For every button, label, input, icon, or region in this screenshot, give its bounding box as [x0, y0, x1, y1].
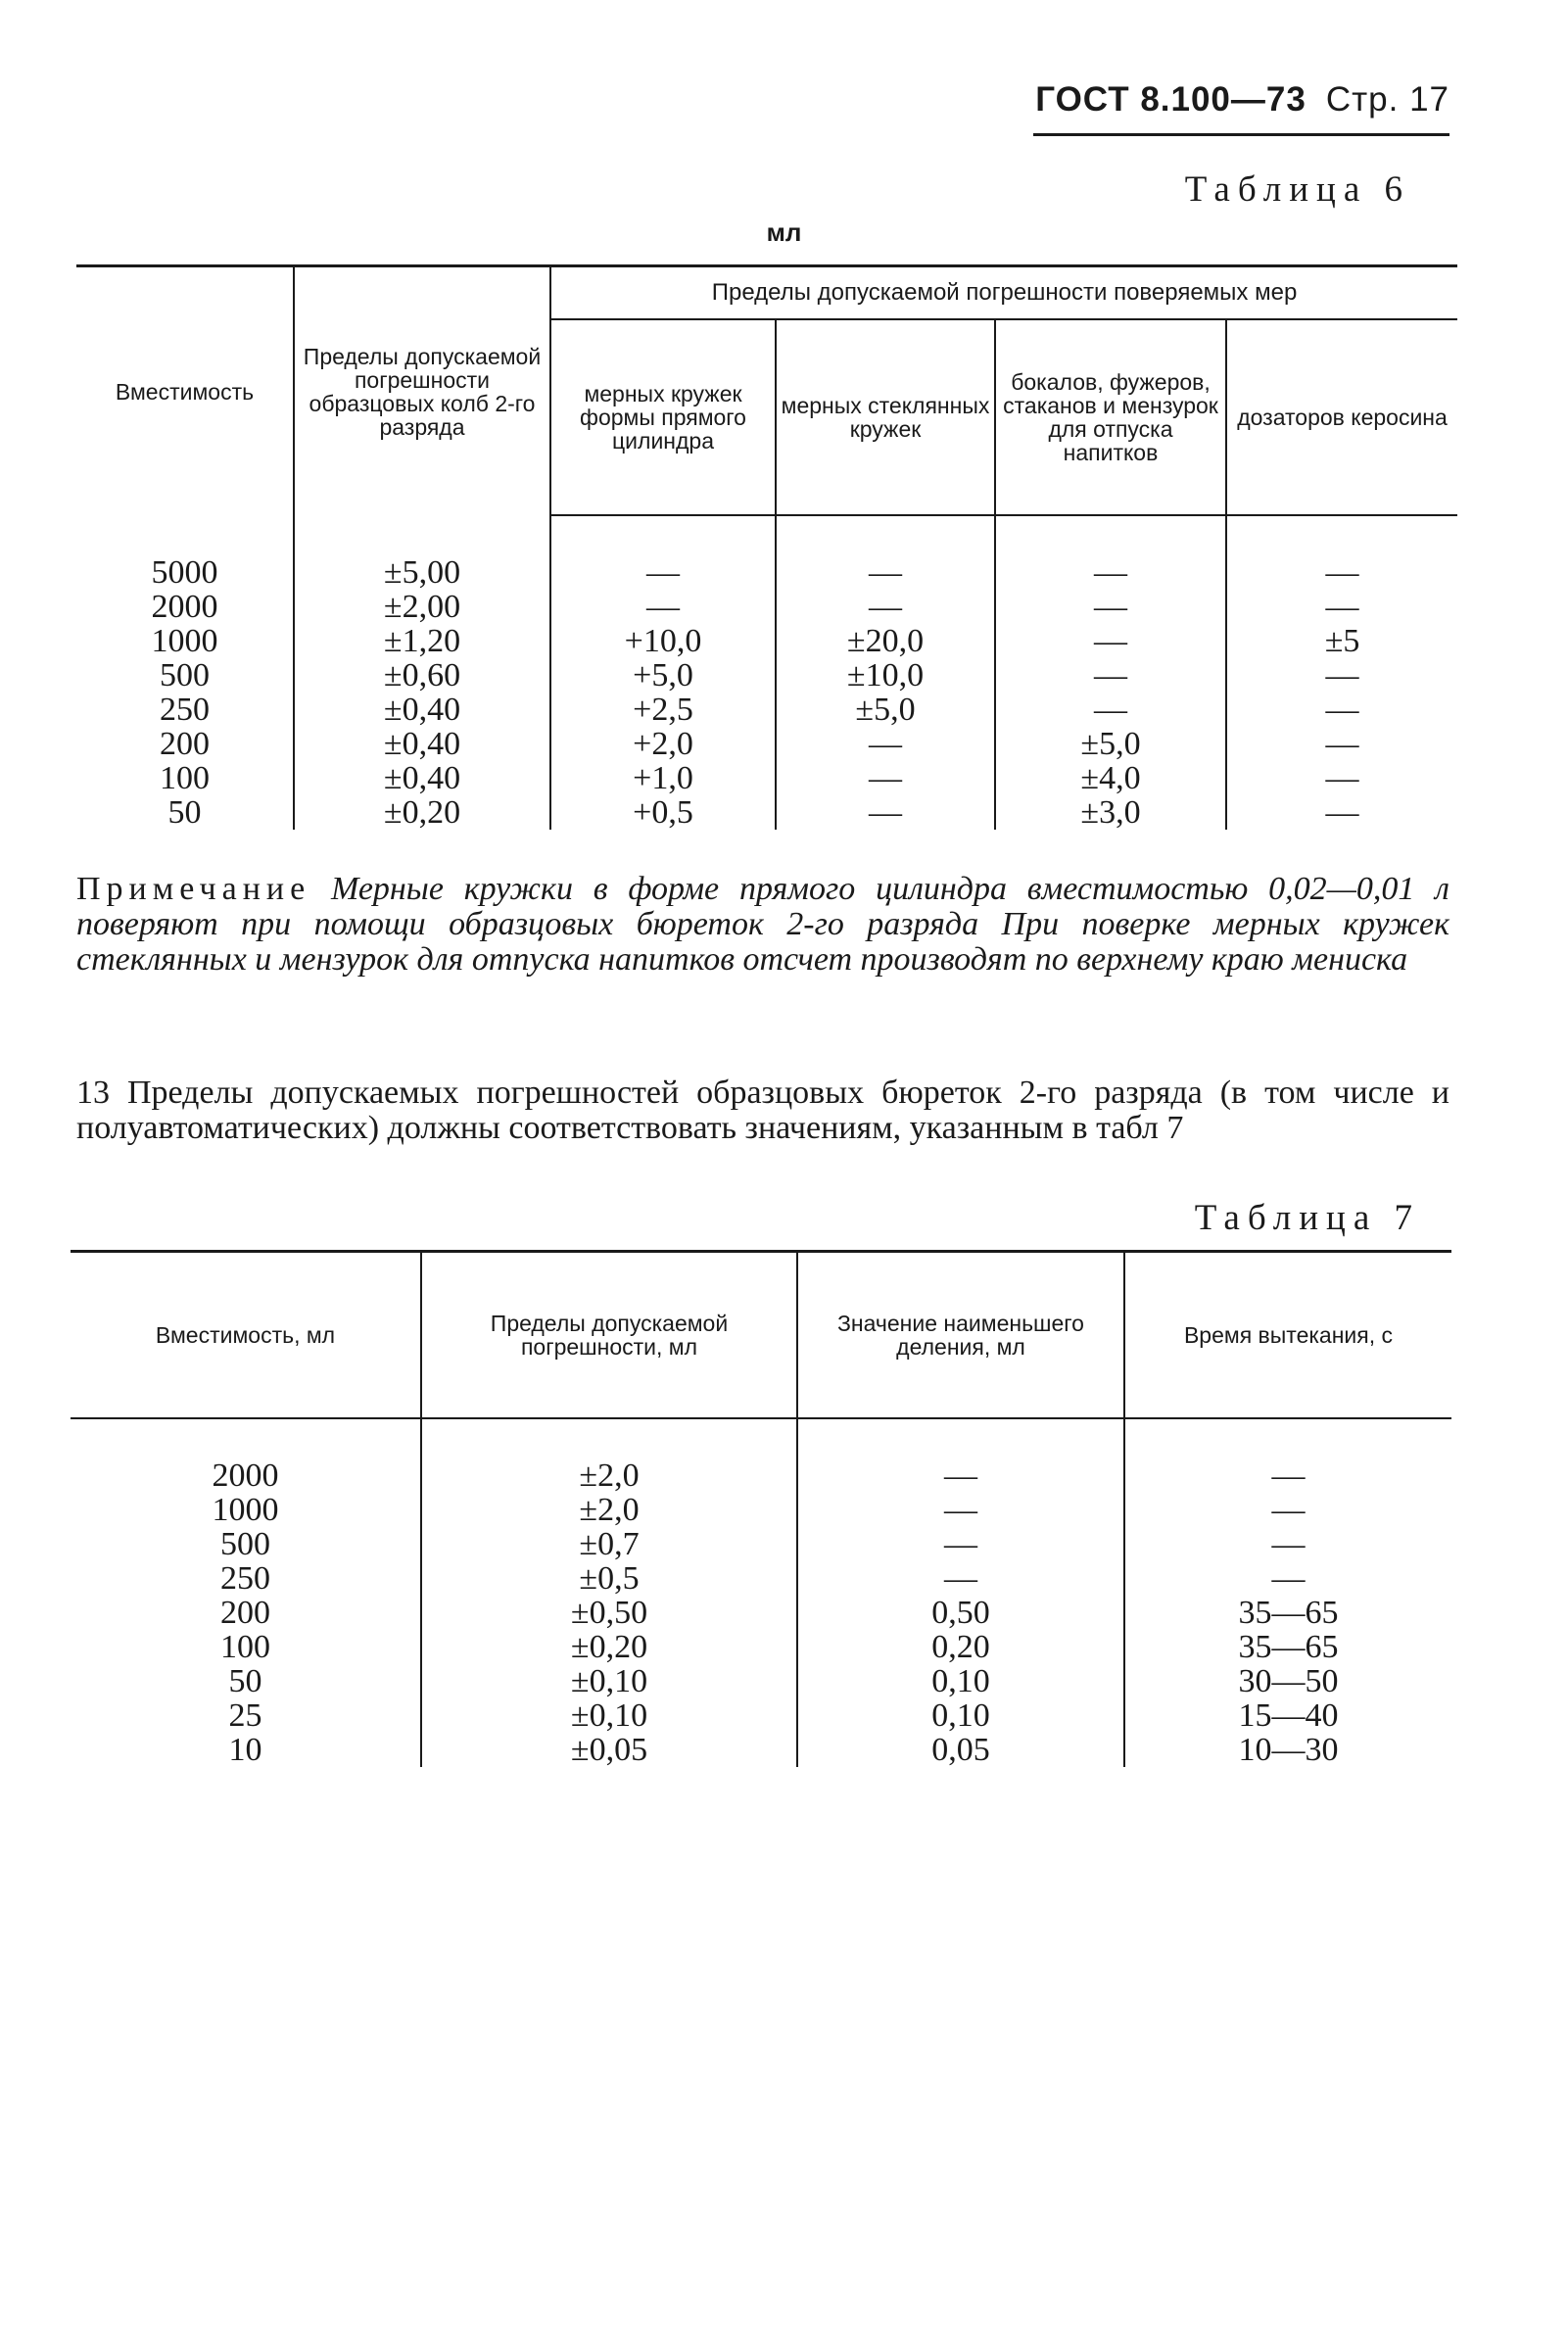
table-cell-flask-error: ±0,40 — [294, 693, 550, 727]
table-row — [71, 1527, 1451, 1561]
table-cell-capacity: 200 — [160, 726, 210, 762]
table-cell-capacity: 5000 — [151, 554, 218, 591]
table-cell-division: 0,10 — [797, 1698, 1124, 1733]
table-cell-goblets: ±4,0 — [995, 761, 1226, 795]
table-cell-capacity: 1000 — [151, 623, 218, 659]
table-cell-time: 35—65 — [1124, 1596, 1451, 1630]
table-cell-error: ±2,0 — [421, 1458, 797, 1493]
table-cell-capacity: 100 — [220, 1629, 270, 1665]
table-cell-division: — — [797, 1561, 1124, 1596]
table-cell-goblets: — — [995, 658, 1226, 693]
table-cell-division: 0,05 — [797, 1733, 1124, 1767]
table-spacer — [71, 1418, 1451, 1458]
table-cell-division: — — [797, 1527, 1124, 1561]
table-cell-goblets: ±5,0 — [995, 727, 1226, 761]
table-cell-dispensers: — — [1226, 761, 1457, 795]
col-dispensers: дозаторов керосина — [1226, 319, 1457, 515]
table-cell-glass-mugs: — — [776, 795, 995, 830]
table-7 — [71, 1250, 1451, 1767]
table-cell-capacity: 50 — [167, 794, 202, 831]
table-cell-goblets: — — [995, 590, 1226, 624]
table-cell-mugs-cylinder: — — [550, 555, 776, 590]
table-cell-goblets: — — [995, 624, 1226, 658]
table-row — [71, 1561, 1451, 1596]
table-row — [71, 1596, 1451, 1630]
table-cell-error: ±0,50 — [421, 1596, 797, 1630]
table-cell-mugs-cylinder: +10,0 — [550, 624, 776, 658]
table-cell-glass-mugs: — — [776, 727, 995, 761]
table-cell-time: 15—40 — [1124, 1698, 1451, 1733]
table-cell-mugs-cylinder: — — [550, 590, 776, 624]
table7-title: Таблица 7 — [1194, 1198, 1420, 1238]
table-cell-mugs-cylinder: +2,5 — [550, 693, 776, 727]
table-cell-time: — — [1124, 1527, 1451, 1561]
table-cell-flask-error: ±0,40 — [294, 727, 550, 761]
table-row — [76, 624, 1457, 658]
table-6 — [76, 264, 1457, 830]
table6-body — [76, 515, 1457, 830]
table-row — [71, 1698, 1451, 1733]
table-cell-glass-mugs: — — [776, 555, 995, 590]
table6-title: Таблица 6 — [1184, 169, 1410, 210]
table6-note — [76, 872, 1449, 978]
header-rule — [1033, 133, 1449, 136]
table-cell-capacity: 1000 — [212, 1492, 279, 1528]
table-cell-dispensers: — — [1226, 590, 1457, 624]
table-cell-flask-error: ±0,60 — [294, 658, 550, 693]
table-cell-glass-mugs: ±20,0 — [776, 624, 995, 658]
table-cell-time: 35—65 — [1124, 1630, 1451, 1664]
col-mugs-cylinder: мерных кружек формы прямого цилиндра — [550, 319, 776, 515]
table-cell-capacity: 10 — [228, 1732, 262, 1768]
col-time: Время вытекания, с — [1124, 1252, 1451, 1419]
table-cell-dispensers: — — [1226, 658, 1457, 693]
col-glass-mugs: мерных стеклянных кружек — [776, 319, 995, 515]
table-cell-error: ±0,10 — [421, 1698, 797, 1733]
table-cell-dispensers: — — [1226, 555, 1457, 590]
col-capacity: Вместимость, мл — [71, 1252, 421, 1419]
table-cell-goblets: — — [995, 555, 1226, 590]
table-cell-flask-error: ±5,00 — [294, 555, 550, 590]
table-cell-dispensers: — — [1226, 693, 1457, 727]
table-row — [71, 1630, 1451, 1664]
table-cell-mugs-cylinder: +2,0 — [550, 727, 776, 761]
table-row — [71, 1458, 1451, 1493]
table-cell-capacity: 500 — [220, 1526, 270, 1562]
paragraph-13: 13 Пределы допускаемых погрешностей образцовых бюреток 2-го разряда (в том числе и полуавтоматических) должны соответствовать значениям, указанным в табл 7 — [76, 1075, 1449, 1146]
table-row — [76, 590, 1457, 624]
col-goblets: бокалов, фужеров, стаканов и мензурок для отпуска напитков — [995, 319, 1226, 515]
table-cell-time: — — [1124, 1561, 1451, 1596]
table-cell-goblets: ±3,0 — [995, 795, 1226, 830]
table-row — [76, 727, 1457, 761]
table-cell-error: ±0,20 — [421, 1630, 797, 1664]
table-cell-dispensers: — — [1226, 795, 1457, 830]
table-row — [76, 555, 1457, 590]
table-cell-division: 0,50 — [797, 1596, 1124, 1630]
col-group-measures: Пределы допускаемой погрешности поверяемых мер — [550, 266, 1457, 320]
table-row — [76, 761, 1457, 795]
table-cell-glass-mugs: — — [776, 590, 995, 624]
col-flask-error: Пределы допускаемой погрешности образцовых колб 2-го разряда — [294, 266, 550, 516]
table-cell-dispensers: — — [1226, 727, 1457, 761]
table-cell-capacity: 25 — [228, 1697, 262, 1734]
table-cell-time: 10—30 — [1124, 1733, 1451, 1767]
table-cell-capacity: 250 — [160, 692, 210, 728]
table-cell-time: 30—50 — [1124, 1664, 1451, 1698]
table-cell-flask-error: ±1,20 — [294, 624, 550, 658]
standard-number: ГОСТ 8.100—73 — [1035, 80, 1307, 119]
col-division: Значение наименьшего деления, мл — [797, 1252, 1124, 1419]
note-text: Мерные кружки в форме прямого цилиндра вместимостью 0,02—0,01 л поверяют при помощи образцовых бюреток 2-го разряда При поверке мерных кружек стеклянных и мензурок для отпуска напитков отсчет производят по верхнему краю мениска — [76, 871, 1449, 978]
table-cell-error: ±0,5 — [421, 1561, 797, 1596]
table-cell-capacity: 100 — [160, 760, 210, 796]
table-cell-mugs-cylinder: +1,0 — [550, 761, 776, 795]
col-capacity: Вместимость — [76, 266, 294, 516]
col-error: Пределы допускаемой погрешности, мл — [421, 1252, 797, 1419]
table-cell-flask-error: ±0,40 — [294, 761, 550, 795]
table-cell-error: ±2,0 — [421, 1493, 797, 1527]
table-row — [76, 658, 1457, 693]
table-cell-error: ±0,10 — [421, 1664, 797, 1698]
table-cell-division: — — [797, 1493, 1124, 1527]
table-cell-flask-error: ±2,00 — [294, 590, 550, 624]
table-cell-goblets: — — [995, 693, 1226, 727]
table7-body — [71, 1418, 1451, 1767]
table-cell-capacity: 2000 — [151, 589, 218, 625]
table-cell-capacity: 500 — [160, 657, 210, 693]
table-cell-glass-mugs: ±10,0 — [776, 658, 995, 693]
table-cell-glass-mugs: — — [776, 761, 995, 795]
table6-unit: мл — [766, 217, 802, 247]
table-row — [71, 1733, 1451, 1767]
table-cell-error: ±0,7 — [421, 1527, 797, 1561]
table-cell-mugs-cylinder: +0,5 — [550, 795, 776, 830]
page-header — [1019, 80, 1449, 119]
table-row — [71, 1664, 1451, 1698]
table-cell-division: — — [797, 1458, 1124, 1493]
table-row — [71, 1493, 1451, 1527]
page-number: Стр. 17 — [1325, 80, 1449, 119]
table-cell-capacity: 250 — [220, 1560, 270, 1597]
table-cell-flask-error: ±0,20 — [294, 795, 550, 830]
table-row — [76, 693, 1457, 727]
table-row — [76, 795, 1457, 830]
table-cell-capacity: 2000 — [212, 1457, 279, 1494]
table-cell-division: 0,20 — [797, 1630, 1124, 1664]
table-cell-capacity: 200 — [220, 1595, 270, 1631]
table-cell-error: ±0,05 — [421, 1733, 797, 1767]
table-cell-glass-mugs: ±5,0 — [776, 693, 995, 727]
note-label: Примечание — [76, 871, 311, 907]
table-cell-time: — — [1124, 1458, 1451, 1493]
table-cell-mugs-cylinder: +5,0 — [550, 658, 776, 693]
table-spacer — [76, 515, 1457, 555]
table-cell-capacity: 50 — [228, 1663, 262, 1699]
table-cell-time: — — [1124, 1493, 1451, 1527]
table-cell-division: 0,10 — [797, 1664, 1124, 1698]
table-cell-dispensers: ±5 — [1226, 624, 1457, 658]
